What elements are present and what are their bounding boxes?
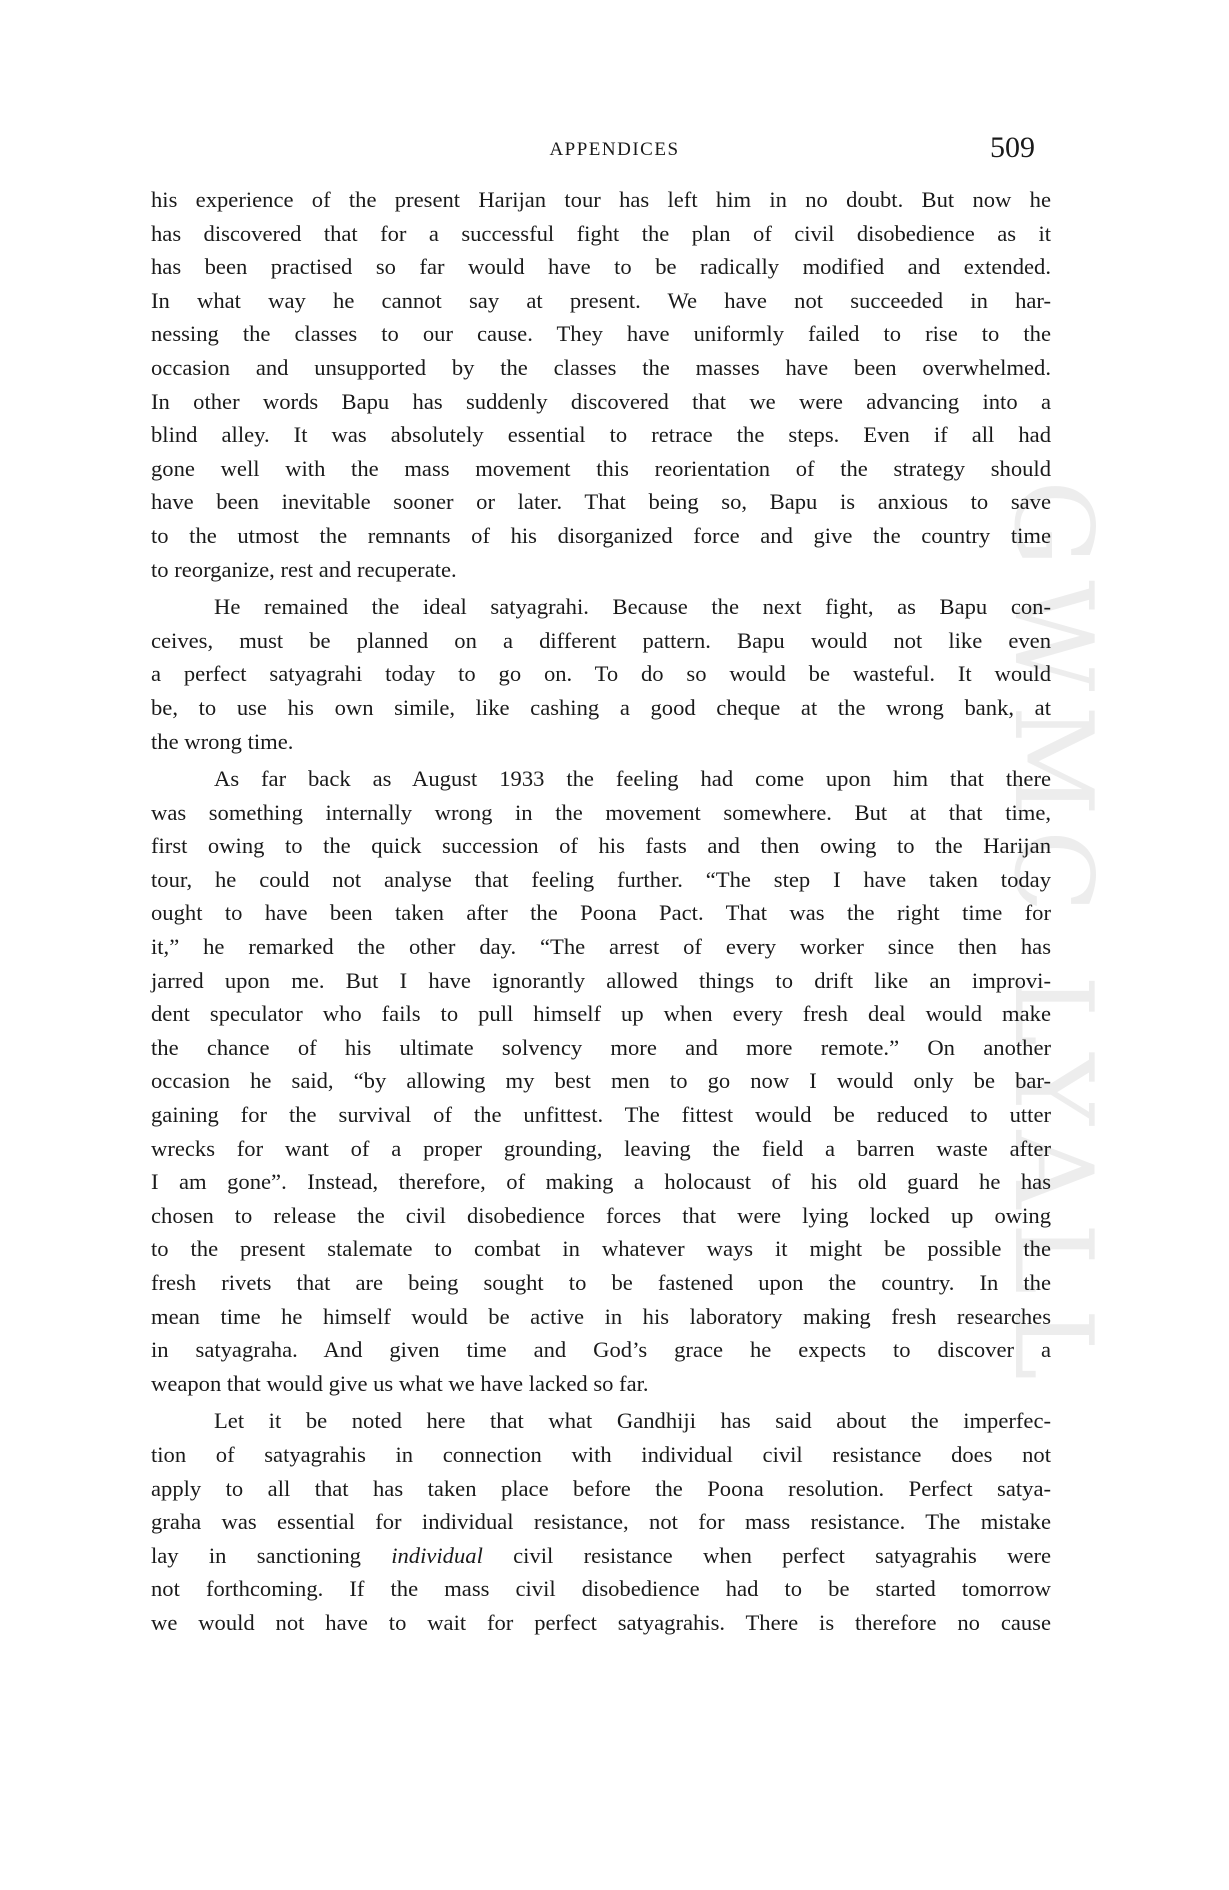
- text-line: In other words Bapu has suddenly discovered that we were advancing into a: [151, 388, 1051, 414]
- text-line: to the utmost the remnants of his disorganized force and give the country time: [151, 522, 1051, 548]
- text-line: I am gone”. Instead, therefore, of making a holocaust of his old guard he has: [151, 1169, 1051, 1195]
- text-line: occasion and unsupported by the classes the masses have been overwhelmed.: [151, 354, 1051, 380]
- paragraph-3: [151, 762, 1051, 1400]
- text-line: As far back as August 1933 the feeling had come upon him that there: [214, 766, 1051, 792]
- text-line: has been practised so far would have to be radically modified and extended.: [151, 254, 1051, 280]
- text-fragment: lay in sanctioning: [151, 1542, 361, 1568]
- text-line: not forthcoming. If the mass civil disobedience had to be started tomorrow: [151, 1576, 1051, 1602]
- text-line: blind alley. It was absolutely essential to retrace the steps. Even if all had: [151, 422, 1051, 448]
- text-line: tour, he could not analyse that feeling further. “The step I have taken today: [151, 866, 1051, 892]
- text-line: ought to have been taken after the Poona Pact. That was the right time for: [151, 900, 1051, 926]
- paragraph-4: [151, 1404, 1051, 1639]
- page-number: 509: [990, 131, 1035, 164]
- text-line: chosen to release the civil disobedience forces that were lying locked up owing: [151, 1202, 1051, 1228]
- text-line: to reorganize, rest and recuperate.: [151, 556, 457, 582]
- text-line: graha was essential for individual resistance, not for mass resistance. The mistake: [151, 1509, 1051, 1535]
- text-line: to the present stalemate to combat in whatever ways it might be possible the: [151, 1236, 1051, 1262]
- text-line: we would not have to wait for perfect satyagrahis. There is therefore no cause: [151, 1609, 1051, 1635]
- paragraph-1: [151, 183, 1051, 586]
- text-line: Let it be noted here that what Gandhiji has said about the imperfec-: [214, 1408, 1051, 1434]
- text-line: be, to use his own simile, like cashing a good cheque at the wrong bank, at: [151, 694, 1051, 720]
- text-line: gaining for the survival of the unfittest. The fittest would be reduced to utter: [151, 1102, 1051, 1128]
- body-text: [151, 183, 1051, 1640]
- text-line-with-italic: [151, 1539, 1051, 1573]
- text-line: ceives, must be planned on a different pattern. Bapu would not like even: [151, 627, 1051, 653]
- text-line: first owing to the quick succession of his fasts and then owing to the Harijan: [151, 833, 1051, 859]
- text-line: the wrong time.: [151, 728, 294, 754]
- text-line: a perfect satyagrahi today to go on. To do so would be wasteful. It would: [151, 661, 1051, 687]
- text-line: In what way he cannot say at present. We have not succeeded in har-: [151, 287, 1051, 313]
- text-line: weapon that would give us what we have lacked so far.: [151, 1370, 649, 1396]
- running-title: APPENDICES: [549, 139, 680, 160]
- text-line: occasion he said, “by allowing my best men to go now I would only be bar-: [151, 1068, 1051, 1094]
- italic-word: individual: [391, 1542, 483, 1568]
- text-line: nessing the classes to our cause. They have uniformly failed to rise to the: [151, 321, 1051, 347]
- text-line: gone well with the mass movement this reorientation of the strategy should: [151, 455, 1051, 481]
- text-line: has discovered that for a successful fight the plan of civil disobedience as it: [151, 220, 1051, 246]
- text-fragment: civil resistance when perfect satyagrahis were: [513, 1542, 1051, 1568]
- watermark: GWMC LYALL: [990, 480, 1115, 1394]
- text-line: in satyagraha. And given time and God’s grace he expects to discover a: [151, 1337, 1051, 1363]
- text-line: dent speculator who fails to pull himself up when every fresh deal would make: [151, 1001, 1051, 1027]
- text-line: it,” he remarked the other day. “The arrest of every worker since then has: [151, 934, 1051, 960]
- text-line: mean time he himself would be active in his laboratory making fresh researches: [151, 1303, 1051, 1329]
- text-line: tion of satyagrahis in connection with individual civil resistance does not: [151, 1441, 1051, 1467]
- text-line: jarred upon me. But I have ignorantly allowed things to drift like an improvi-: [151, 967, 1051, 993]
- text-line: have been inevitable sooner or later. That being so, Bapu is anxious to save: [151, 489, 1051, 515]
- paragraph-2: [151, 590, 1051, 758]
- text-line: the chance of his ultimate solvency more and more remote.” On another: [151, 1034, 1051, 1060]
- text-line: his experience of the present Harijan tour has left him in no doubt. But now he: [151, 187, 1051, 212]
- text-line: apply to all that has taken place before the Poona resolution. Perfect satya-: [151, 1475, 1051, 1501]
- text-line: wrecks for want of a proper grounding, leaving the field a barren waste after: [151, 1135, 1051, 1161]
- text-line: fresh rivets that are being sought to be fastened upon the country. In the: [151, 1270, 1051, 1295]
- running-head: [0, 131, 1229, 171]
- text-line: was something internally wrong in the movement somewhere. But at that time,: [151, 799, 1051, 825]
- text-line: He remained the ideal satyagrahi. Because the next fight, as Bapu con-: [214, 594, 1051, 620]
